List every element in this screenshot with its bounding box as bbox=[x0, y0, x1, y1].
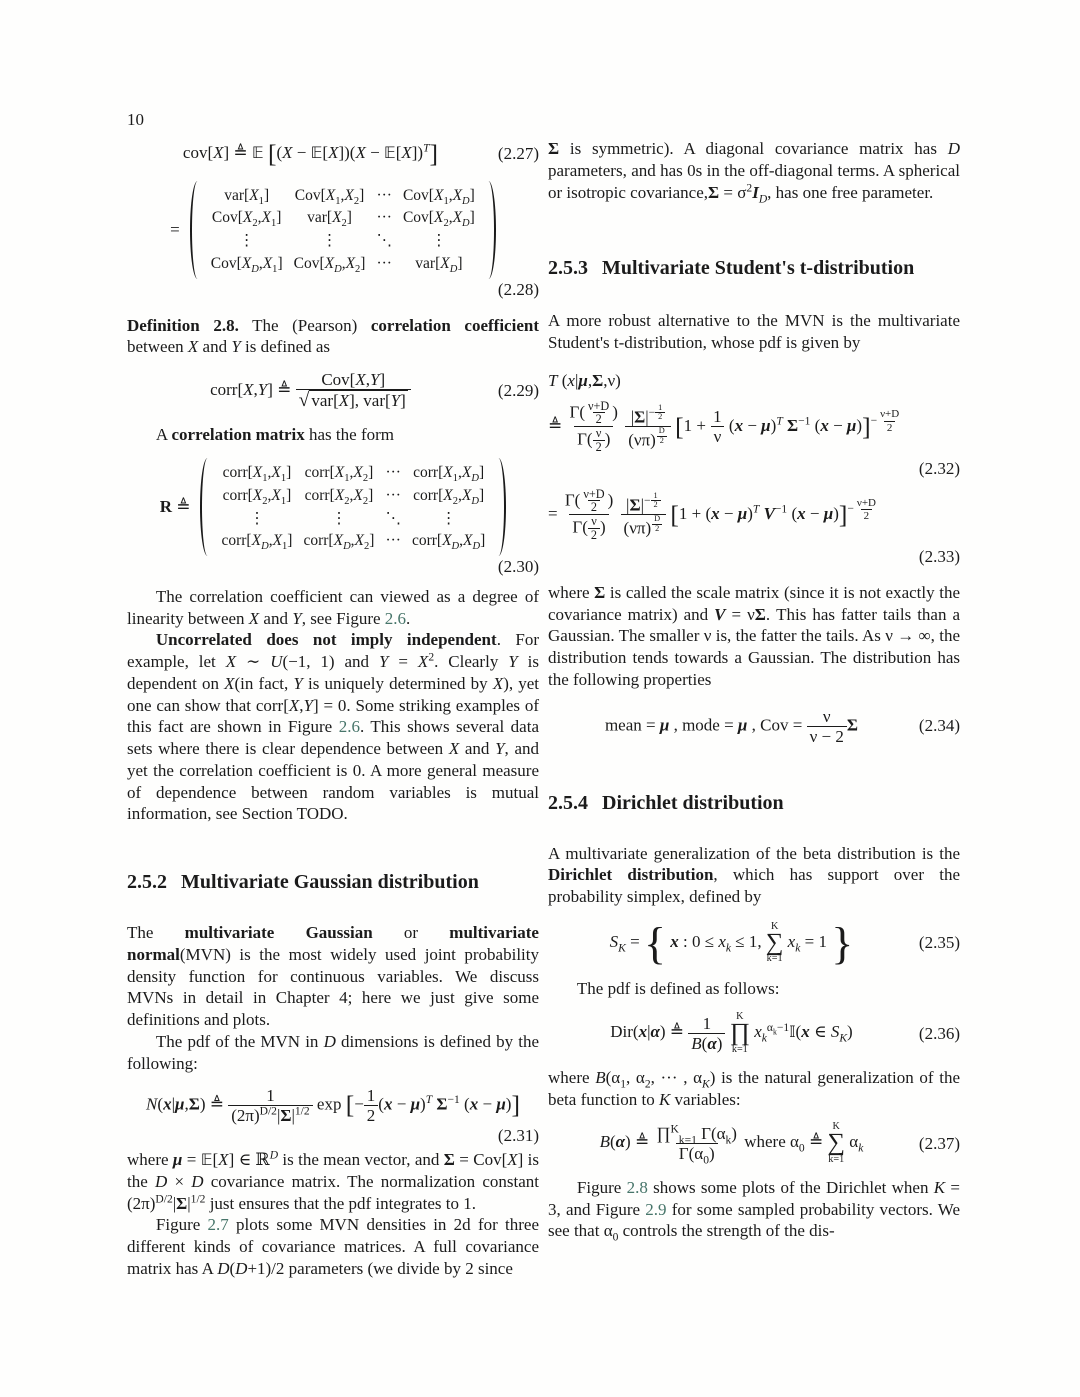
paragraph-mvn-where: where μ = 𝔼[X] ∈ ℝ$^D$ is the mean vector, and Σ = Cov[X] is the D × D covariance matrix. The normalization constant $(2\pi)^{D/2}|\Sigma|^{1/2}$ just ensures that the pdf integrates to 1. bbox=[127, 1148, 540, 1213]
left-paren bbox=[200, 458, 215, 556]
equation-2-27-number: (2.27) bbox=[497, 144, 539, 164]
equation-2-35-body: $S_K$ = { x : $0 \le x_k \le 1$, K ∑ k=1 $x_k = 1$ } bbox=[609, 917, 854, 969]
paragraph-definition-2-8: Definition 2.8. The (Pearson) correlation coefficient between X and Y is defined as bbox=[127, 315, 539, 357]
equation-2-32-lhs: T (x|μ,Σ,ν) bbox=[548, 370, 621, 390]
equation-2-30-number: (2.30) bbox=[497, 557, 539, 577]
covariance-matrix: $var[X_1]$ $Cov[X_1,X_2]$ ··· $Cov[X_1,X_D]$ $Cov[X_2,X_1]$ $var[X_2]$ ··· $Cov[X_2,X_D]$ ⋮ ⋮ ⋱ ⋮ $Cov[X_D,X_1]$ $Cov[X_D,X_2]$ ··· $var[X_D]$ bbox=[190, 181, 496, 279]
equation-2-31-number: (2.31) bbox=[497, 1126, 539, 1146]
equation-2-32-number: (2.32) bbox=[918, 458, 960, 478]
equation-2-31-body: N(x|μ,Σ) ≜ $\frac{1}{(2\pi)^{D/2}|\Sigma|^{1/2}}$ exp [− $\frac{1}{2}$ $(x - \mu)^T$ $\Sigma^{-1}$ (x − μ)] bbox=[146, 1086, 520, 1126]
paragraph-sigma-symmetric: Σ is symmetric). A diagonal covariance matrix has D parameters, and has 0s in the off-diagonal terms. A spherical or isotropic covariance,Σ = $\sigma^2I_D$, has one free parameter. bbox=[548, 139, 960, 205]
paragraph-mvn-intro: The multivariate Gaussian or multivariate normal(MVN) is the most widely used joint probability density function for continuous variables. We discuss MVNs in detail in Chapter 4; here we just give some definitions and plots. bbox=[127, 923, 539, 1030]
equation-2-36-body: Dir(x|α) ≜ $\frac{1}{B(\alpha)}$ K ∏ k=1 $x_k^{\alpha_k-1}𝕀(x$ ∈ $S_K$) bbox=[610, 1011, 853, 1055]
equation-2-28-number: (2.28) bbox=[497, 279, 539, 299]
right-column bbox=[548, 138, 960, 1242]
equation-2-34-number: (2.34) bbox=[918, 716, 960, 736]
page-number: 10 bbox=[127, 110, 144, 129]
equation-2-33-number: (2.33) bbox=[918, 547, 960, 566]
paragraph-beta-generalization: where $B(\alpha_1$, $\alpha_2$, ··· , $\alpha_K$) is the natural generalization of the beta function to K variables: bbox=[548, 1067, 960, 1109]
equation-2-27-body: cov[X] ≜ 𝔼 [(X − 𝔼[X])(X − 𝔼[X])$^T$] bbox=[182, 139, 439, 168]
equation-2-36-number: (2.36) bbox=[918, 1023, 960, 1043]
right-paren bbox=[491, 458, 506, 556]
equation-2-37-body: B(α) ≜ $\frac{\prod^K_{k=1} \Gamma(\alpha_k)}{\Gamma(\alpha_0)}$ where $\alpha_0$ ≜ K ∑ k=1 $\alpha_k$ bbox=[599, 1121, 864, 1167]
paragraph-student-intro: A more robust alternative to the MVN is the multivariate Student's t-distribution, whose pdf is given by bbox=[548, 311, 960, 352]
equation-2-33-body: = Γ( $\frac{\nu+D}{2}$ ) Γ( $\frac{\nu}{2}$ ) $|\Sigma|^{- \frac{1}{2}}$ (νπ) $^{\frac{D}{2}}$ [$1 + (x - \mu)^T$ $V^{-1}$ (x − μ)]$^{- \frac{\nu+D}{2}}$ bbox=[548, 486, 876, 543]
equation-2-36 bbox=[548, 1012, 960, 1055]
equation-2-35-number: (2.35) bbox=[918, 933, 960, 953]
equation-2-30 bbox=[127, 458, 539, 556]
equation-2-28 bbox=[127, 181, 539, 279]
equation-2-31 bbox=[127, 1086, 539, 1125]
equation-2-34-body: mean = μ , mode = μ , Cov = $\frac{\nu}{\nu - 2}$ Σ bbox=[604, 706, 858, 746]
equation-2-32 bbox=[548, 370, 960, 568]
paragraph-dirichlet-intro: A multivariate generalization of the beta distribution is the Dirichlet distribution, which has support over the probability simplex, defined by bbox=[548, 843, 960, 907]
equation-2-29-number: (2.29) bbox=[497, 381, 539, 401]
equation-2-30-lhs: R ≜ bbox=[159, 497, 191, 517]
section-number: 2.5.3 bbox=[548, 257, 588, 280]
section-heading-2-5-2 bbox=[127, 871, 539, 894]
section-heading-2-5-3 bbox=[548, 257, 960, 280]
equation-2-34 bbox=[548, 707, 960, 746]
paragraph-correlation-matrix-intro: A correlation matrix has the form bbox=[155, 425, 394, 445]
paragraph-figure-2-8: Figure 2.8 shows some plots of the Dirichlet when K = 3, and Figure 2.9 for some sampled probability vectors. We see that $\alpha_0$ controls the strength of the dis- bbox=[548, 1177, 961, 1244]
section-title: Dirichlet distribution bbox=[602, 791, 784, 814]
equation-2-37 bbox=[548, 1122, 960, 1165]
left-paren bbox=[190, 181, 205, 279]
section-number: 2.5.2 bbox=[127, 871, 167, 894]
equation-2-29-body: corr[X,Y] ≜ Cov[X,Y] √ var[X], var[Y] bbox=[127, 370, 494, 412]
paragraph-figure-2-7: Figure 2.7 plots some MVN densities in 2d for three different kinds of covariance matrices. A full covariance matrix has A D(D+1)/2 parameters (we divide by 2 since bbox=[127, 1215, 539, 1278]
equation-2-35 bbox=[548, 917, 960, 969]
section-title: Multivariate Gaussian distribution bbox=[181, 871, 479, 894]
right-paren bbox=[481, 181, 496, 279]
section-title: Multivariate Student's t-distribution bbox=[602, 257, 915, 280]
equation-2-37-number: (2.37) bbox=[918, 1133, 960, 1153]
paragraph-scale-matrix: where Σ is called the scale matrix (since it is not exactly the covariance matrix) and V = νΣ. This has fatter tails than a Gaussian. The smaller ν is, the fatter the tails. As ν → ∞, the distribution tends towards a Gaussian. The distribution has the following properties bbox=[548, 582, 961, 689]
paragraph-uncorrelated: Uncorrelated does not imply independent. For example, let X ∼ U(−1, 1) and $Y = X^2$. Clearly Y is dependent on X(in fact, Y is uniquely determined by X), yet one can show that corr[X,Y] = 0. Some striking examples of this fact are shown in Figure 2.6. This shows several data sets where there is clear dependence between X and Y, and yet the correlation coefficient is 0. A more general measure of dependence between random variables is mutual information, see Section TODO. bbox=[127, 630, 540, 824]
section-number: 2.5.4 bbox=[548, 791, 588, 814]
left-column bbox=[127, 138, 539, 1280]
section-heading-2-5-4 bbox=[548, 792, 960, 815]
paragraph-pdf-defined: The pdf is defined as follows: bbox=[576, 979, 780, 999]
paragraph-mvn-pdf-intro: The pdf of the MVN in D dimensions is defined by the following: bbox=[127, 1031, 539, 1073]
equation-2-28-equals: = bbox=[170, 219, 180, 239]
equation-2-32-body: ≜ Γ( $\frac{\nu+D}{2}$ ) Γ( $\frac{\nu}{2}$ ) $|\Sigma|^{- \frac{1}{2}}$ (νπ) $^{\frac{D}{2}}$ [1 + $\frac{1}{\nu}$ $(x - \mu)^T$ $\Sigma^{-1}$ (x − μ)]$^{- \frac{\nu+D}{2}}$ bbox=[548, 398, 900, 455]
equation-2-29 bbox=[127, 370, 539, 412]
correlation-matrix: $corr[X_1,X_1]$ $corr[X_1,X_2]$ ··· $corr[X_1,X_D]$ $corr[X_2,X_1]$ $corr[X_2,X_2]$ ··· $corr[X_2,X_D]$ ⋮ ⋮ ⋱ ⋮ $corr[X_D,X_1]$ $corr[X_D,X_2]$ ··· $corr[X_D,X_D]$ bbox=[200, 458, 506, 556]
equation-2-27 bbox=[127, 138, 539, 171]
paragraph-correlation-coefficient: The correlation coefficient can viewed as a degree of linearity between X and Y, see Figure 2.6. bbox=[127, 586, 539, 628]
